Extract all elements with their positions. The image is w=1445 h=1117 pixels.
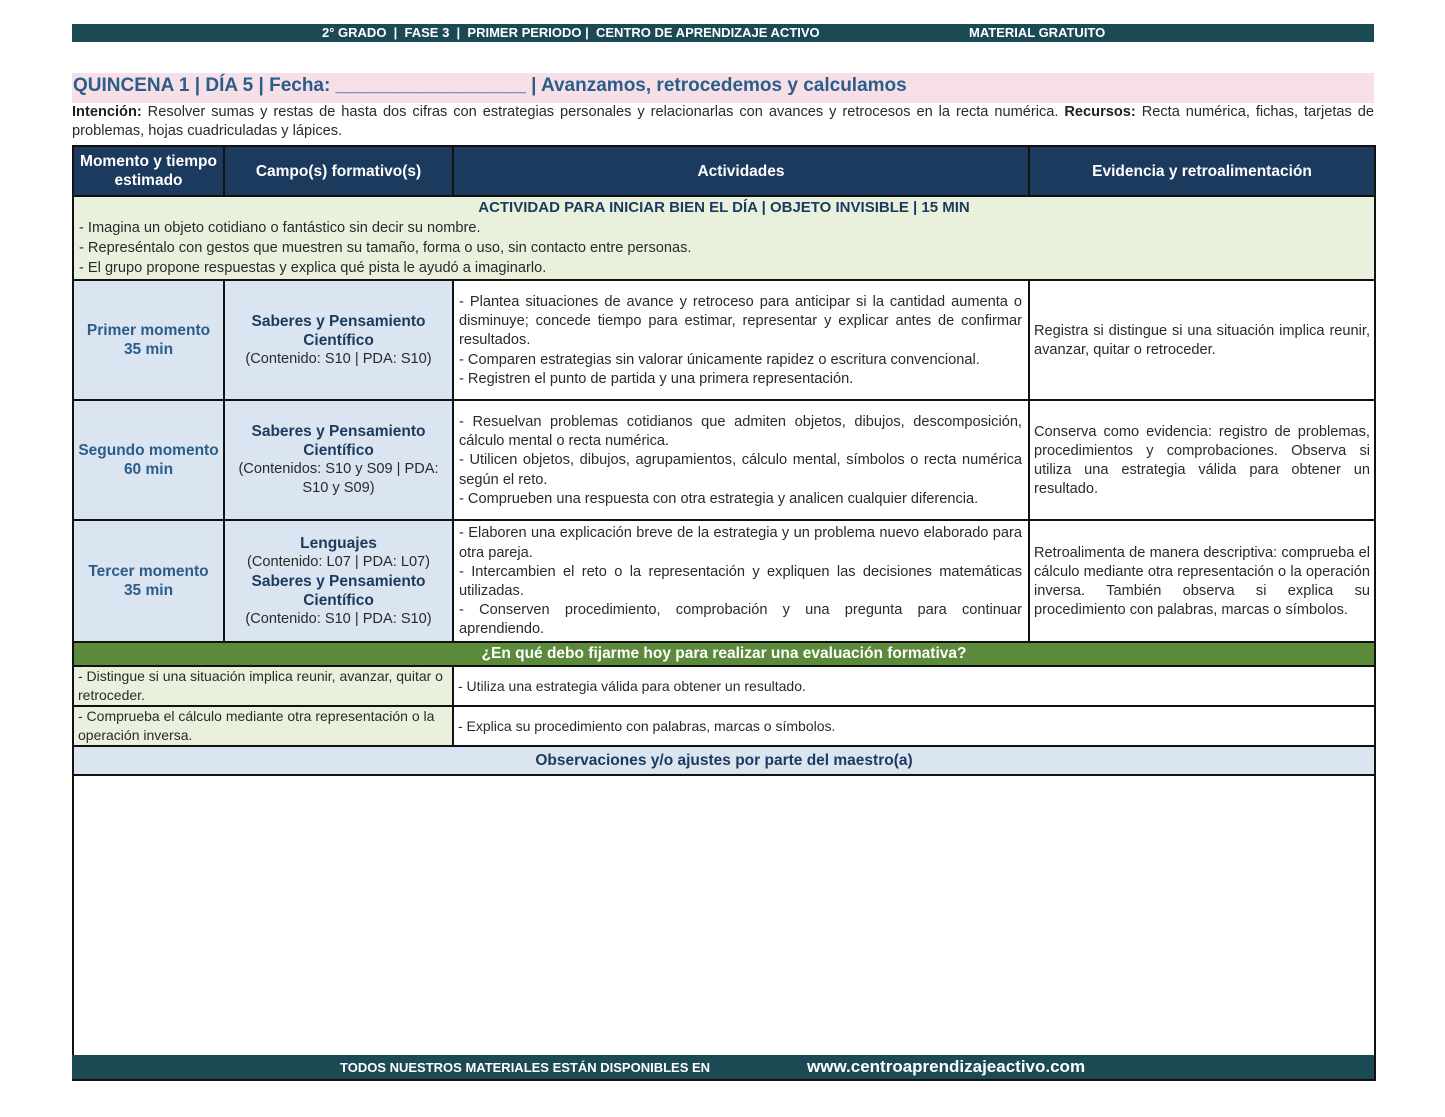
footer-banner xyxy=(72,1055,1374,1079)
moment-time: 35 min xyxy=(123,582,174,599)
observations-area[interactable] xyxy=(73,775,1375,1080)
activity-item: - Plantea situaciones de avance y retroceso para anticipar si la cantidad aumenta o disminuye; concede tiempo para estimar, representar y explicar antes de confirmar resultados. xyxy=(459,293,1022,349)
evidence-cell: Conserva como evidencia: registro de problemas, procedimientos y comprobaciones. Observa si utiliza una estrategia válida para obtener un resultado. xyxy=(1029,400,1375,520)
resources-text: Recta numérica, fichas, tarjetas de problemas, hojas cuadriculadas y lápices. xyxy=(72,104,1374,139)
moment-time: 60 min xyxy=(123,461,174,478)
field-content: (Contenidos: S10 y S09 | PDA: S10 y S09) xyxy=(238,461,439,496)
evaluation-item: - Comprueba el cálculo mediante otra representación o la operación inversa. xyxy=(73,706,453,746)
column-header-field: Campo(s) formativo(s) xyxy=(224,146,453,196)
evaluation-item: - Explica su procedimiento con palabras, marcas o símbolos. xyxy=(453,706,1375,746)
observations-area-row xyxy=(73,775,1375,1080)
intent-text: Resolver sumas y restas de hasta dos cifras con estrategias personales y relacionarlas con avances y retrocesos en la recta numérica. xyxy=(141,104,1065,120)
column-header-activities: Actividades xyxy=(453,146,1029,196)
moment-name: Segundo momento xyxy=(78,442,219,459)
moment-row-1 xyxy=(73,280,1375,400)
footer-website-link[interactable]: www.centroaprendizajeactivo.com xyxy=(807,1057,1086,1076)
column-header-moment: Momento y tiempo estimado xyxy=(73,146,224,196)
field-cell xyxy=(224,520,453,642)
moment-name: Primer momento xyxy=(86,322,211,339)
start-activity-line: - El grupo propone respuestas y explica qué pista le ayudó a imaginarlo. xyxy=(79,260,547,276)
activities-cell xyxy=(453,400,1029,520)
moment-time: 35 min xyxy=(123,341,174,358)
evidence-cell: Registra si distingue si una situación implica reunir, avanzar, quitar o retroceder. xyxy=(1029,280,1375,400)
moment-name: Tercer momento xyxy=(88,563,209,580)
field-name: Lenguajes xyxy=(300,534,377,552)
moment-cell xyxy=(73,520,224,642)
intent-paragraph xyxy=(72,103,1374,140)
evaluation-item: - Distingue si una situación implica reunir, avanzar, quitar o retroceder. xyxy=(73,666,453,706)
observations-title: Observaciones y/o ajustes por parte del maestro(a) xyxy=(73,746,1375,775)
start-activity xyxy=(73,196,1375,280)
intent-label: Intención: xyxy=(72,104,142,120)
activity-item: - Comparen estrategias sin valorar únicamente rapidez o escritura convencional. xyxy=(459,351,980,368)
moment-cell xyxy=(73,400,224,520)
activity-item: - Comprueben una respuesta con otra estrategia y analicen cualquier diferencia. xyxy=(459,490,979,507)
start-activity-line: - Imagina un objeto cotidiano o fantástico sin decir su nombre. xyxy=(79,220,481,236)
header-free-material: MATERIAL GRATUITO xyxy=(969,25,1106,40)
top-banner xyxy=(72,24,1374,42)
evaluation-item: - Utiliza una estrategia válida para obtener un resultado. xyxy=(453,666,1375,706)
moment-row-2 xyxy=(73,400,1375,520)
activities-cell xyxy=(453,520,1029,642)
field-cell xyxy=(224,280,453,400)
activity-item: - Intercambien el reto o la representación y expliquen las decisiones matemáticas utilizadas. xyxy=(459,563,1022,599)
moment-cell xyxy=(73,280,224,400)
field-cell xyxy=(224,400,453,520)
activities-cell xyxy=(453,280,1029,400)
column-header-evidence: Evidencia y retroalimentación xyxy=(1029,146,1375,196)
start-activity-row xyxy=(73,196,1375,280)
field-name: Saberes y Pensamiento Científico xyxy=(251,423,426,459)
table-header-row xyxy=(73,146,1375,196)
start-activity-title: ACTIVIDAD PARA INICIAR BIEN EL DÍA | OBJETO INVISIBLE | 15 MIN xyxy=(478,199,970,216)
evaluation-row xyxy=(73,706,1375,746)
plan-table xyxy=(72,145,1376,1081)
field-content: (Contenido: L07 | PDA: L07) xyxy=(246,553,431,570)
moment-row-3 xyxy=(73,520,1375,642)
evaluation-row xyxy=(73,666,1375,706)
activity-item: - Registren el punto de partida y una primera representación. xyxy=(459,370,854,387)
field-name: Saberes y Pensamiento Científico xyxy=(251,312,426,349)
evaluation-header-row xyxy=(73,642,1375,666)
page-title: QUINCENA 1 | DÍA 5 | Fecha: __________________ | Avanzamos, retrocedemos y calculamos xyxy=(72,73,1374,103)
field-name: Saberes y Pensamiento Científico xyxy=(251,572,426,609)
header-info: 2° GRADO | FASE 3 | PRIMER PERIODO | CENTRO DE APRENDIZAJE ACTIVO xyxy=(322,25,820,40)
activity-item: - Conserven procedimiento, comprobación y una pregunta para continuar aprendiendo. xyxy=(459,602,1022,638)
field-content: (Contenido: S10 | PDA: S10) xyxy=(245,610,432,627)
activity-item: - Elaboren una explicación breve de la estrategia y un problema nuevo elaborado para otra pareja. xyxy=(459,525,1022,561)
start-activity-line: - Represéntalo con gestos que muestren su tamaño, forma o uso, sin contacto entre personas. xyxy=(79,240,692,256)
activity-item: - Resuelvan problemas cotidianos que admiten objetos, dibujos, descomposición, cálculo mental o recta numérica. xyxy=(459,413,1022,450)
evaluation-title: ¿En qué debo fijarme hoy para realizar una evaluación formativa? xyxy=(73,642,1375,666)
observations-header-row xyxy=(73,746,1375,775)
footer-text: TODOS NUESTROS MATERIALES ESTÁN DISPONIBLES EN xyxy=(340,1060,711,1075)
evidence-cell: Retroalimenta de manera descriptiva: comprueba el cálculo mediante otra representación o la operación inversa. También observa si explica su procedimiento con palabras, marcas o símbolos. xyxy=(1029,520,1375,642)
resources-label: Recursos: xyxy=(1064,104,1136,120)
field-content: (Contenido: S10 | PDA: S10) xyxy=(245,350,432,367)
activity-item: - Utilicen objetos, dibujos, agrupamientos, cálculo mental, símbolos o recta numérica según el reto. xyxy=(459,452,1022,488)
